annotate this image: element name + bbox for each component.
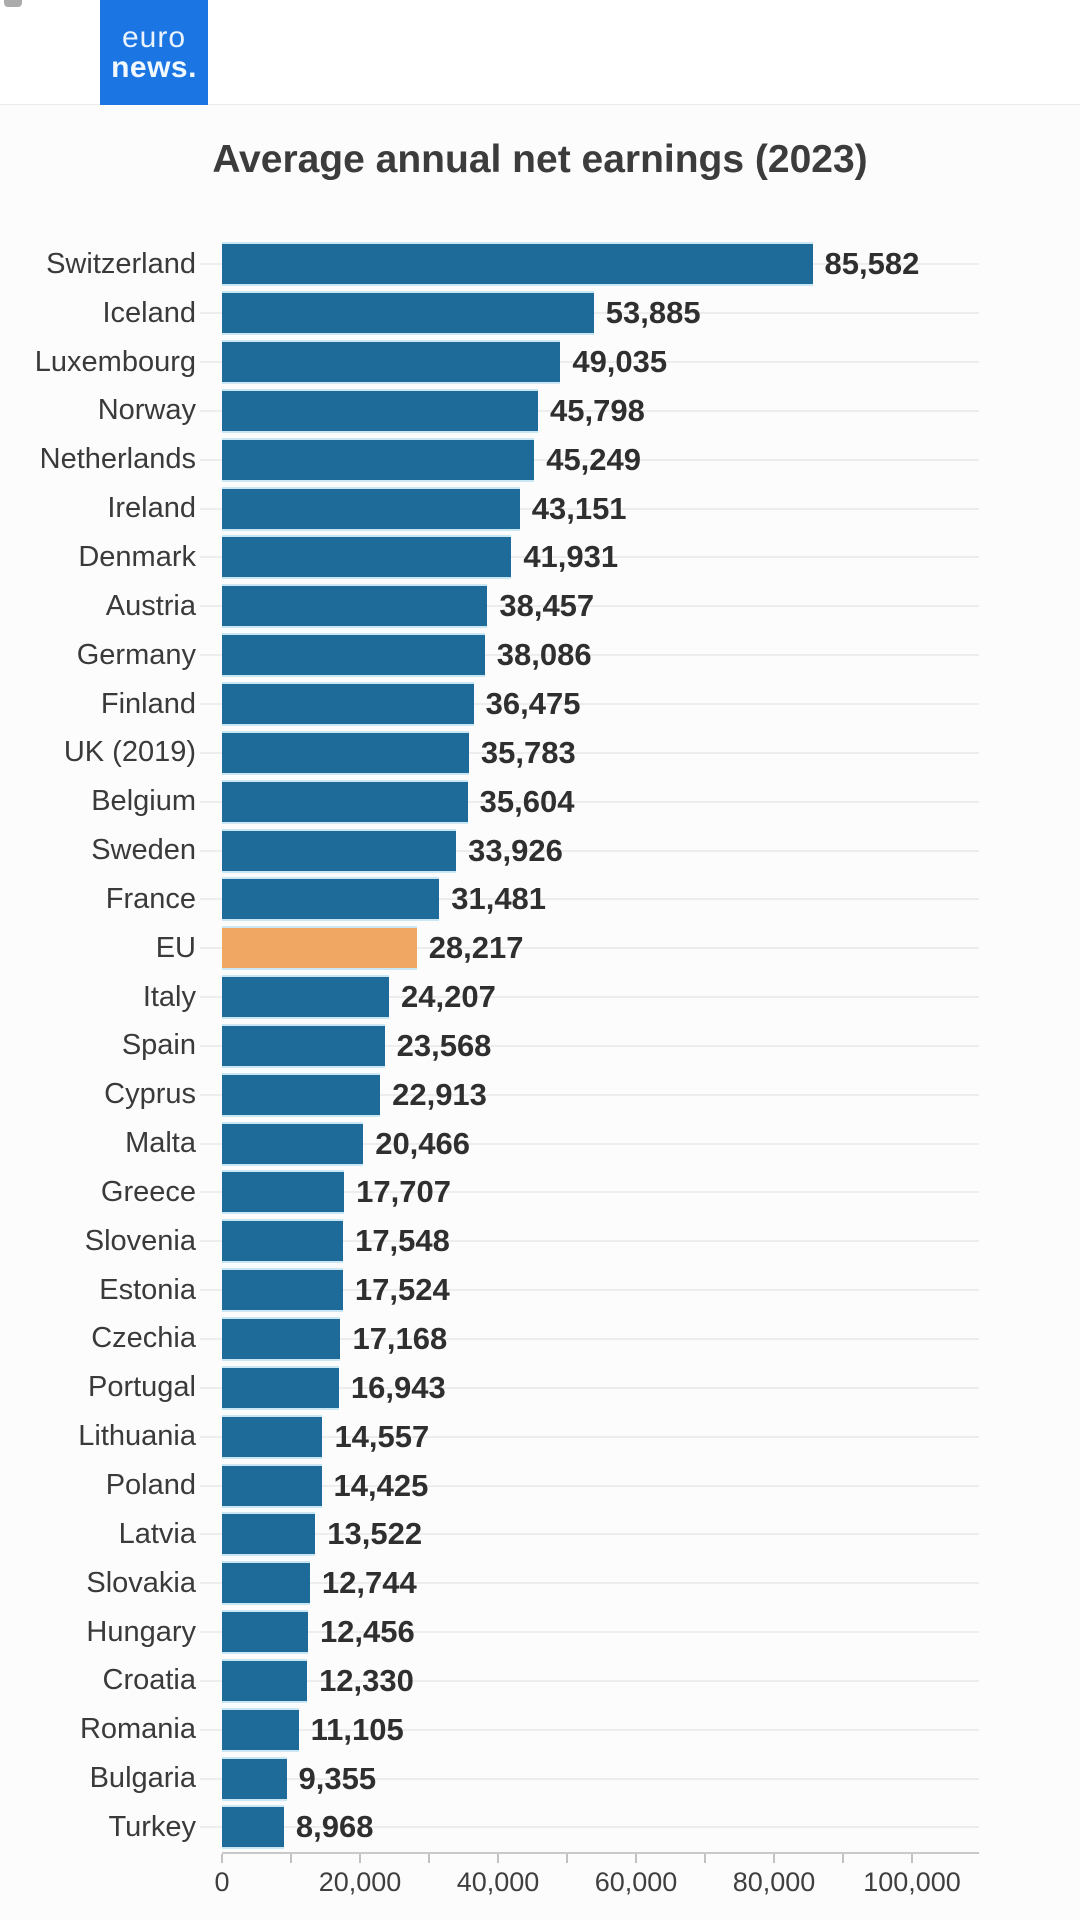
row-gridline xyxy=(200,1680,979,1682)
value-bar xyxy=(222,535,511,579)
value-bar xyxy=(222,389,538,433)
chart-row xyxy=(0,631,1080,680)
value-bar xyxy=(222,340,560,384)
value-bar xyxy=(222,731,469,775)
value-label: 8,968 xyxy=(295,1809,374,1845)
chart-row xyxy=(0,1363,1080,1412)
value-label: 12,744 xyxy=(321,1565,417,1601)
value-label: 11,105 xyxy=(310,1711,404,1747)
bar-area xyxy=(222,1608,979,1657)
value-label: 12,456 xyxy=(319,1614,415,1650)
bar-area xyxy=(222,289,979,338)
value-bar xyxy=(222,975,389,1019)
value-label: 49,035 xyxy=(572,344,668,380)
bar-area xyxy=(222,1315,979,1364)
category-label: France xyxy=(105,882,196,915)
bar-area xyxy=(222,1803,979,1852)
category-label: Lithuania xyxy=(78,1420,196,1453)
category-label: Poland xyxy=(105,1469,196,1502)
value-label: 31,481 xyxy=(451,881,547,917)
category-label: Belgium xyxy=(91,785,196,818)
bar-area xyxy=(222,777,979,826)
row-gridline xyxy=(200,1582,979,1584)
axis-tick-label: 80,000 xyxy=(732,1866,816,1897)
chart-row xyxy=(0,387,1080,436)
bar-area xyxy=(222,1119,979,1168)
axis-tick-label: 100,000 xyxy=(863,1866,961,1897)
chart-row xyxy=(0,1412,1080,1461)
chart-row xyxy=(0,1608,1080,1657)
value-bar xyxy=(222,1122,363,1166)
value-label: 20,466 xyxy=(375,1125,471,1161)
category-label: Bulgaria xyxy=(89,1762,196,1795)
header xyxy=(0,0,1080,105)
category-label: Ireland xyxy=(107,492,196,525)
category-label: Slovenia xyxy=(84,1224,196,1257)
value-label: 85,582 xyxy=(824,246,920,282)
value-label: 28,217 xyxy=(428,930,524,966)
bar-area xyxy=(222,1754,979,1803)
value-bar xyxy=(222,487,520,531)
category-label: EU xyxy=(155,931,196,964)
category-label: Spain xyxy=(121,1029,196,1062)
bar-area xyxy=(222,1266,979,1315)
value-label: 33,926 xyxy=(468,832,563,868)
chart-row xyxy=(0,1266,1080,1315)
value-label: 17,524 xyxy=(354,1272,450,1308)
value-label: 17,548 xyxy=(355,1223,450,1259)
value-bar xyxy=(222,1024,385,1068)
value-bar xyxy=(222,1805,284,1849)
chart-row xyxy=(0,1168,1080,1217)
value-label: 35,783 xyxy=(480,734,576,770)
row-gridline xyxy=(200,1631,979,1633)
value-bar xyxy=(222,1610,308,1654)
axis-tick xyxy=(773,1854,775,1863)
value-label: 13,522 xyxy=(327,1516,423,1552)
value-label: 23,568 xyxy=(396,1027,492,1063)
value-bar xyxy=(222,584,487,628)
category-label: Germany xyxy=(76,638,196,671)
chart-row xyxy=(0,1217,1080,1266)
chart-row xyxy=(0,728,1080,777)
value-bar xyxy=(222,1073,380,1117)
chart-row xyxy=(0,240,1080,289)
axis-tick xyxy=(842,1854,844,1863)
value-label: 24,207 xyxy=(401,979,496,1015)
value-bar xyxy=(222,1366,339,1410)
category-label: Switzerland xyxy=(46,247,196,280)
bar-area xyxy=(222,1022,979,1071)
value-bar xyxy=(222,291,594,335)
chart-row xyxy=(0,484,1080,533)
value-bar xyxy=(222,438,534,482)
chart-row xyxy=(0,973,1080,1022)
chart-row xyxy=(0,582,1080,631)
axis-tick xyxy=(428,1854,430,1863)
value-label: 45,798 xyxy=(550,392,645,428)
category-label: Norway xyxy=(97,394,196,427)
chart-row xyxy=(0,1510,1080,1559)
bar-area xyxy=(222,1656,979,1705)
value-bar xyxy=(222,1219,343,1263)
bar-chart xyxy=(0,240,1080,1852)
bar-area xyxy=(222,582,979,631)
bar-area xyxy=(222,533,979,582)
axis-tick xyxy=(911,1854,913,1863)
value-label: 38,457 xyxy=(499,588,595,624)
bar-area xyxy=(222,1412,979,1461)
bar-area xyxy=(222,1559,979,1608)
category-label: Greece xyxy=(100,1175,196,1208)
chart-row xyxy=(0,1022,1080,1071)
value-bar xyxy=(222,829,456,873)
axis-tick-label: 40,000 xyxy=(456,1866,540,1897)
axis-tick xyxy=(221,1854,223,1863)
value-label: 45,249 xyxy=(546,441,642,477)
chart-row xyxy=(0,1803,1080,1852)
category-label: Denmark xyxy=(78,540,196,573)
category-label: Romania xyxy=(79,1713,196,1746)
chart-row xyxy=(0,1461,1080,1510)
bar-area xyxy=(222,1461,979,1510)
category-label: Malta xyxy=(125,1127,196,1160)
axis-tick xyxy=(635,1854,637,1863)
bar-area xyxy=(222,1510,979,1559)
category-label: Portugal xyxy=(87,1371,196,1404)
bar-area xyxy=(222,338,979,387)
value-bar xyxy=(222,1561,310,1605)
value-bar xyxy=(222,1170,344,1214)
category-label: Croatia xyxy=(102,1664,196,1697)
category-label: Latvia xyxy=(118,1517,196,1550)
chart-row xyxy=(0,1559,1080,1608)
category-label: Cyprus xyxy=(104,1078,196,1111)
category-label: UK (2019) xyxy=(63,736,196,769)
chart-container xyxy=(0,105,1080,1898)
x-axis xyxy=(214,1852,979,1898)
chart-row xyxy=(0,826,1080,875)
bar-area xyxy=(222,484,979,533)
value-bar xyxy=(222,1659,307,1703)
value-label: 41,931 xyxy=(523,539,619,575)
bar-area xyxy=(222,240,979,289)
value-label: 14,557 xyxy=(334,1418,430,1454)
chart-row xyxy=(0,533,1080,582)
axis-tick-label: 0 xyxy=(214,1866,230,1897)
value-label: 17,168 xyxy=(352,1320,448,1356)
chart-row xyxy=(0,1315,1080,1364)
value-bar xyxy=(222,877,439,921)
bar-area xyxy=(222,924,979,973)
bar-area xyxy=(222,1070,979,1119)
bar-area xyxy=(222,875,979,924)
value-label: 38,086 xyxy=(496,637,592,673)
chart-row xyxy=(0,924,1080,973)
value-label: 16,943 xyxy=(350,1369,446,1405)
axis-tick-label: 60,000 xyxy=(594,1866,678,1897)
value-bar xyxy=(222,780,468,824)
value-bar xyxy=(222,633,485,677)
row-gridline xyxy=(200,1533,979,1535)
category-label: Czechia xyxy=(91,1322,196,1355)
chart-row xyxy=(0,1070,1080,1119)
chart-row xyxy=(0,777,1080,826)
euronews-logo-line2: news. xyxy=(111,50,197,84)
axis-tick xyxy=(497,1854,499,1863)
value-bar xyxy=(222,1708,299,1752)
axis-tick-label: 20,000 xyxy=(318,1866,402,1897)
value-bar xyxy=(222,1512,315,1556)
axis-tick xyxy=(290,1854,292,1863)
bar-area xyxy=(222,826,979,875)
category-label: Luxembourg xyxy=(34,345,196,378)
bar-area xyxy=(222,1217,979,1266)
value-label: 35,604 xyxy=(479,783,575,819)
value-bar xyxy=(222,926,417,970)
category-label: Finland xyxy=(100,687,196,720)
bar-area xyxy=(222,728,979,777)
bar-area xyxy=(222,973,979,1022)
category-label: Iceland xyxy=(102,296,196,329)
chart-row xyxy=(0,289,1080,338)
value-label: 17,707 xyxy=(356,1174,451,1210)
category-label: Netherlands xyxy=(39,443,196,476)
value-bar xyxy=(222,1757,287,1801)
axis-tick xyxy=(704,1854,706,1863)
bar-area xyxy=(222,631,979,680)
value-bar xyxy=(222,1464,322,1508)
chart-row xyxy=(0,1656,1080,1705)
value-label: 22,913 xyxy=(392,1076,487,1112)
value-bar xyxy=(222,242,813,286)
chart-title: Average annual net earnings (2023) xyxy=(212,138,868,181)
category-label: Hungary xyxy=(86,1615,196,1648)
category-label: Austria xyxy=(105,589,196,622)
chart-row xyxy=(0,680,1080,729)
chart-row xyxy=(0,1754,1080,1803)
chart-row xyxy=(0,338,1080,387)
chart-row xyxy=(0,875,1080,924)
category-label: Estonia xyxy=(99,1273,196,1306)
chart-row xyxy=(0,435,1080,484)
category-label: Italy xyxy=(142,980,196,1013)
value-bar xyxy=(222,1317,340,1361)
category-label: Sweden xyxy=(91,834,196,867)
value-bar xyxy=(222,1268,343,1312)
bar-area xyxy=(222,680,979,729)
value-label: 12,330 xyxy=(319,1662,414,1698)
bar-area xyxy=(222,1705,979,1754)
bar-area xyxy=(222,1363,979,1412)
value-label: 43,151 xyxy=(531,490,627,526)
euronews-logo-line1: euro xyxy=(121,20,187,54)
euronews-logo[interactable] xyxy=(100,0,208,105)
value-bar xyxy=(222,682,474,726)
category-label: Slovakia xyxy=(86,1566,196,1599)
value-label: 9,355 xyxy=(298,1760,377,1796)
value-label: 14,425 xyxy=(333,1467,429,1503)
value-bar xyxy=(222,1415,322,1459)
bar-area xyxy=(222,387,979,436)
axis-tick xyxy=(359,1854,361,1863)
axis-tick xyxy=(566,1854,568,1863)
value-label: 53,885 xyxy=(605,295,701,331)
bar-area xyxy=(222,1168,979,1217)
chart-row xyxy=(0,1705,1080,1754)
cropped-ui-fragment xyxy=(4,0,22,7)
category-label: Turkey xyxy=(108,1810,196,1843)
chart-row xyxy=(0,1119,1080,1168)
bar-area xyxy=(222,435,979,484)
value-label: 36,475 xyxy=(485,686,581,722)
